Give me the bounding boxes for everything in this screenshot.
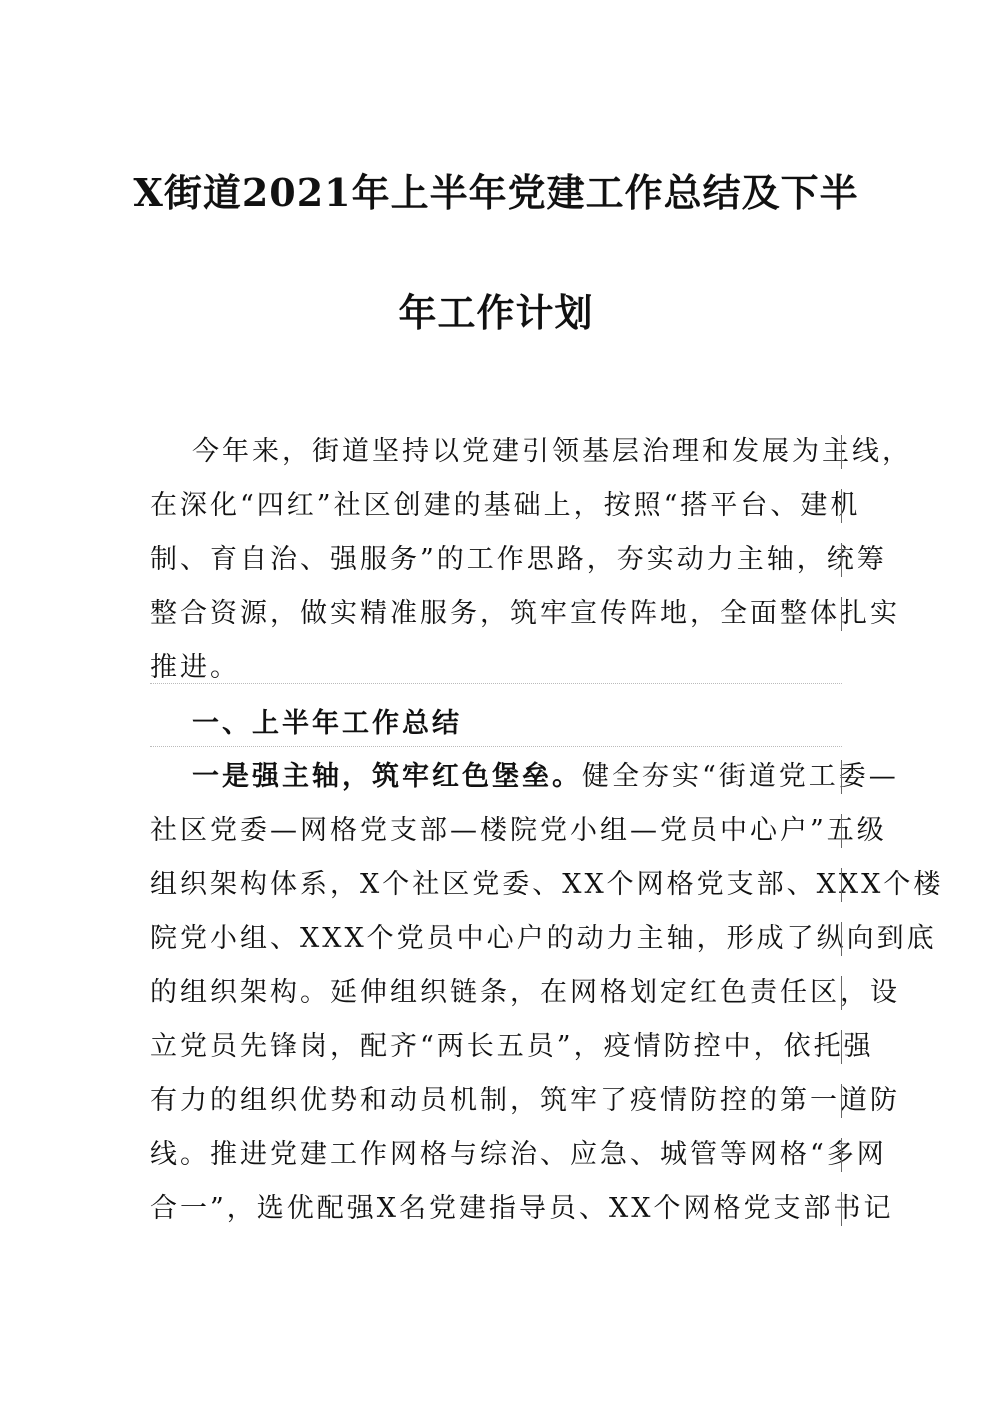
document-title-line-1: X街道2021年上半年党建工作总结及下半 (133, 170, 859, 215)
intro-line: 在深化“四红”社区创建的基础上，按照“搭平台、建机 (150, 479, 842, 533)
item1-first-rest: 健全夯实“街道党工委— (582, 761, 899, 792)
item1-line: 线。推进党建工作网格与综治、应急、城管等网格“多网 (150, 1128, 842, 1182)
document-title-line-2: 年工作计划 (398, 290, 594, 335)
item1-line: 有力的组织优势和动员机制，筑牢了疫情防控的第一道防 (150, 1074, 842, 1128)
intro-line: 今年来，街道坚持以党建引领基层治理和发展为主线， (150, 425, 842, 479)
item1-line: 社区党委—网格党支部—楼院党小组—党员中心户”五级 (150, 804, 842, 858)
item1-lead: 一是强主轴，筑牢红色堡垒。 (192, 761, 582, 792)
item1-line: 的组织架构。延伸组织链条，在网格划定红色责任区，设 (150, 966, 842, 1020)
item1-first-line (150, 750, 899, 804)
intro-line: 推进。 (150, 652, 240, 683)
item1-paragraph (150, 750, 944, 1236)
item1-line: 立党员先锋岗，配齐“两长五员”，疫情防控中，依托强 (150, 1020, 842, 1074)
item1-line: 合一”，选优配强X名党建指导员、XX个网格党支部书记 (150, 1182, 842, 1236)
paragraph-divider (150, 683, 842, 684)
intro-paragraph (150, 425, 912, 695)
item1-line: 院党小组、XXX个党员中心户的动力主轴，形成了纵向到底 (150, 912, 842, 966)
paragraph-divider (150, 746, 842, 747)
intro-line: 制、育自治、强服务”的工作思路，夯实动力主轴，统筹 (150, 533, 842, 587)
section-heading: 一、上半年工作总结 (192, 708, 462, 739)
intro-line: 整合资源，做实精准服务，筑牢宣传阵地，全面整体扎实 (150, 587, 842, 641)
item1-line: 组织架构体系，X个社区党委、XX个网格党支部、XXX个楼 (150, 858, 842, 912)
